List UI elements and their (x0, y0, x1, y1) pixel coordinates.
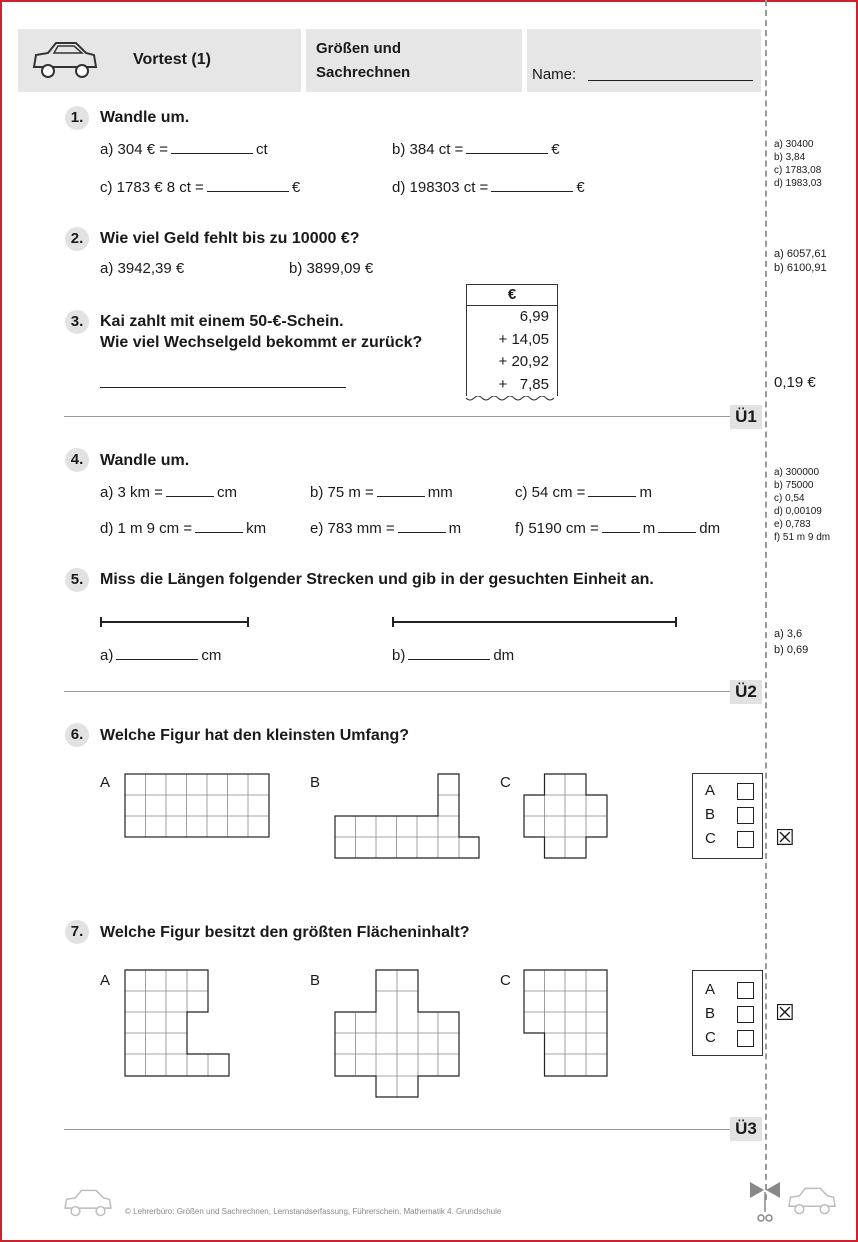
answer-blank[interactable] (377, 482, 425, 497)
q3-prompt-line2: Wie viel Wechselgeld bekommt er zurück? (100, 334, 423, 351)
checkbox-c[interactable] (737, 1030, 754, 1047)
receipt-line: 6,99 (519, 308, 549, 325)
section-divider (64, 416, 730, 417)
subject-line-2: Sachrechnen (316, 64, 411, 81)
q4-item-b: b) 75 m = mm (310, 484, 453, 501)
page-title: Vortest (1) (133, 51, 211, 68)
receipt-line: + 20,92 (498, 353, 549, 370)
q6-figure-c (523, 773, 609, 860)
header-title-box (18, 29, 301, 92)
q2-item-a: a) 3942,39 € (100, 260, 185, 277)
q6-figure-a (124, 773, 272, 839)
answer-blank[interactable] (398, 518, 446, 533)
q5-answers: a) 3,6 b) 0,69 (774, 628, 809, 656)
answer-blank[interactable] (408, 645, 490, 660)
answer-blank[interactable] (658, 518, 696, 533)
answer-blank[interactable] (116, 645, 198, 660)
section-divider (64, 1129, 730, 1130)
q6-figure-label-a: A (100, 774, 111, 791)
checkbox-b[interactable] (737, 1006, 754, 1023)
section-tag-u3: Ü3 (730, 1117, 762, 1141)
footer-copyright: © Lehrerbüro: Größen und Sachrechnen, Lernstandserfassung, Führerschein, Mathematik 4. Grundschule (125, 1207, 502, 1216)
q7-prompt: Welche Figur besitzt den größten Flächeninhalt? (100, 924, 470, 941)
section-tag-u2: Ü2 (730, 680, 762, 704)
q6-choice-box: A B C (692, 773, 763, 859)
q4-answers: a) 300000 b) 75000 c) 0,54 d) 0,00109 e) 0,783 f) 51 m 9 dm (774, 467, 831, 543)
scissors-icon (748, 1180, 784, 1224)
q4-item-f: f) 5190 cm = m dm (515, 520, 721, 537)
q1-item-c: c) 1783 € 8 ct = € (100, 179, 301, 196)
q4-item-c: c) 54 cm = m (515, 484, 652, 501)
header-name-box (527, 29, 761, 92)
q1-item-a: a) 304 € = ct (100, 141, 268, 158)
receipt-line: + 7,85 (498, 375, 549, 393)
q6-number: 6. (65, 723, 89, 747)
q6-prompt: Welche Figur hat den kleinsten Umfang? (100, 727, 410, 744)
q6-figure-label-b: B (310, 774, 321, 791)
q3-prompt-line1: Kai zahlt mit einem 50-€-Schein. (100, 313, 344, 330)
q5-number: 5. (65, 568, 89, 592)
q2-number: 2. (65, 227, 89, 251)
q3-number: 3. (65, 310, 89, 334)
line-segment-b (392, 615, 678, 629)
q1-answers: a) 30400 b) 3,84 c) 1783,08 d) 1983,03 (774, 139, 822, 189)
q7-solution-mark: ☒ (775, 1000, 795, 1025)
q1-number: 1. (65, 106, 89, 130)
answer-blank[interactable] (207, 177, 289, 192)
q7-figure-label-a: A (100, 972, 111, 989)
answer-blank[interactable] (491, 177, 573, 192)
answer-blank[interactable] (466, 139, 548, 154)
cut-line (765, 0, 767, 1200)
q7-number: 7. (65, 920, 89, 944)
answer-blank[interactable] (602, 518, 640, 533)
q2-answers: a) 6057,61 b) 6100,91 (774, 248, 827, 274)
q7-figure-a (124, 969, 231, 1078)
q4-prompt: Wandle um. (100, 452, 190, 469)
q5-prompt: Miss die Längen folgender Strecken und gib in der gesuchten Einheit an. (100, 571, 654, 588)
checkbox-c[interactable] (737, 831, 754, 848)
checkbox-b[interactable] (737, 807, 754, 824)
q2-prompt: Wie viel Geld fehlt bis zu 10000 €? (100, 230, 360, 247)
q4-item-d: d) 1 m 9 cm = km (100, 520, 267, 537)
name-label: Name: (532, 66, 577, 83)
q7-figure-label-b: B (310, 972, 321, 989)
car-icon (30, 37, 100, 83)
q7-choice-box: A B C (692, 970, 763, 1056)
section-tag-u1: Ü1 (730, 405, 762, 429)
receipt (466, 284, 558, 396)
answer-blank[interactable] (588, 482, 636, 497)
q1-prompt: Wandle um. (100, 109, 190, 126)
q5-item-b: b) dm (392, 647, 515, 664)
q3-answer-line[interactable] (100, 387, 346, 388)
checkbox-a[interactable] (737, 982, 754, 999)
subject-line-1: Größen und (316, 40, 401, 57)
q4-item-a: a) 3 km = cm (100, 484, 237, 501)
q4-item-e: e) 783 mm = m (310, 520, 462, 537)
q4-number: 4. (65, 448, 89, 472)
q7-figure-b (334, 969, 462, 1099)
checkbox-a[interactable] (737, 783, 754, 800)
q6-solution-mark: ☒ (775, 825, 795, 850)
q2-item-b: b) 3899,09 € (289, 260, 374, 277)
q5-item-a: a) cm (100, 647, 222, 664)
receipt-torn-edge (465, 396, 557, 404)
q3-answer: 0,19 € (774, 374, 816, 391)
q7-figure-c (523, 969, 609, 1078)
answer-blank[interactable] (195, 518, 243, 533)
answer-blank[interactable] (171, 139, 253, 154)
q6-figure-b (334, 773, 482, 860)
q6-figure-label-c: C (500, 774, 511, 791)
q1-item-b: b) 384 ct = € (392, 141, 560, 158)
q1-item-d: d) 198303 ct = € (392, 179, 585, 196)
receipt-header: € (467, 285, 557, 306)
receipt-line: + 14,05 (498, 330, 549, 348)
q7-figure-label-c: C (500, 972, 511, 989)
section-divider (64, 691, 730, 692)
name-field[interactable] (588, 80, 753, 81)
car-icon (786, 1183, 838, 1219)
line-segment-a (100, 615, 250, 629)
header-subject-box (306, 29, 522, 92)
answer-blank[interactable] (166, 482, 214, 497)
car-icon (62, 1186, 114, 1220)
